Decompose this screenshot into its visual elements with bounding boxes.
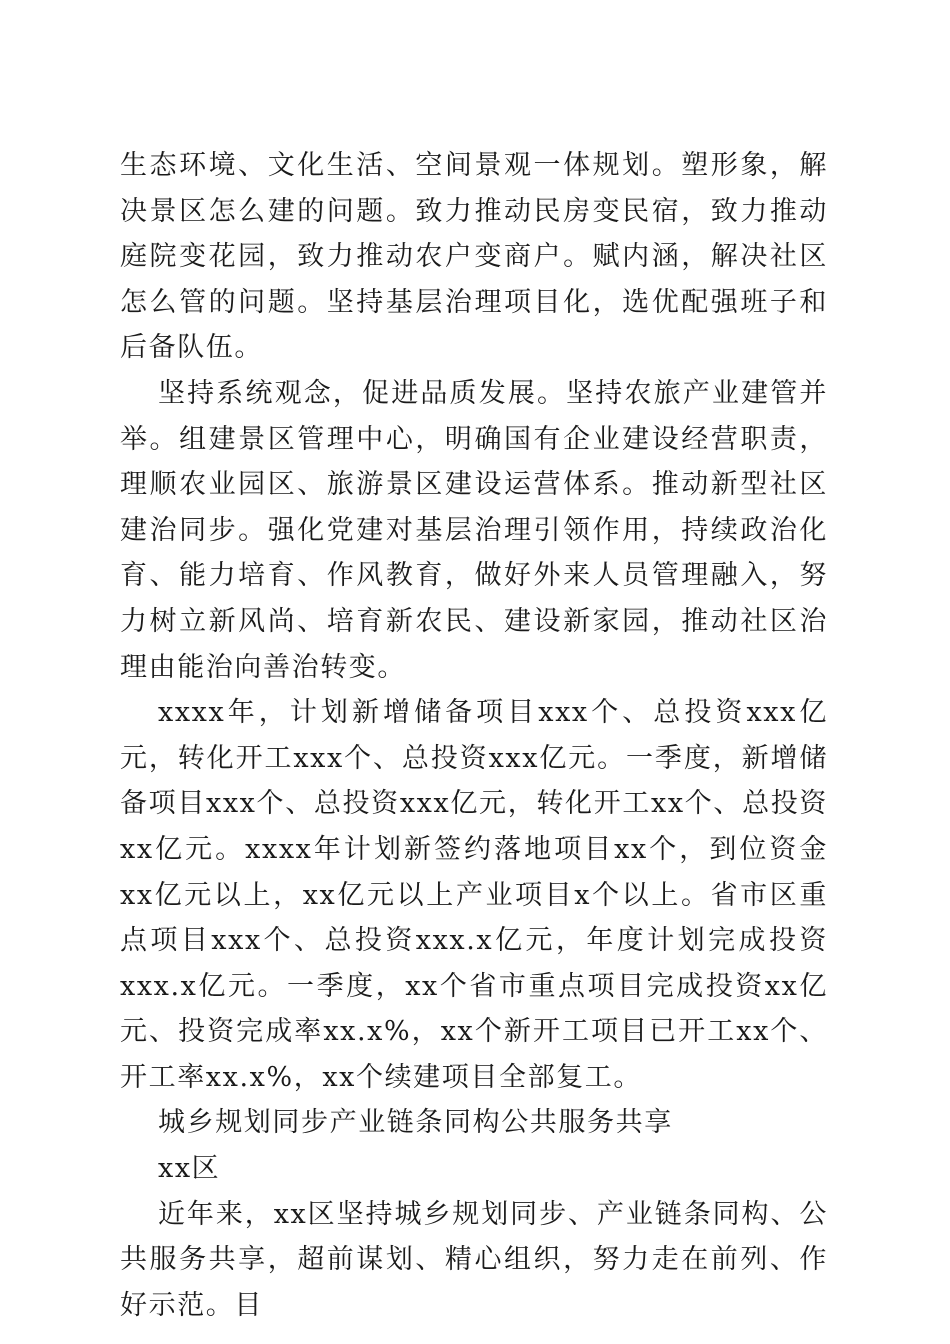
document-body: [120, 143, 828, 1328]
article-title: 城乡规划同步产业链条同构公共服务共享: [158, 1107, 673, 1139]
paragraph-intro: 近年来，xx区坚持城乡规划同步、产业链条同构、公共服务共享，超前谋划、精心组织，努力走在前列、作好示范。目: [120, 1198, 828, 1321]
article-author: xx区: [158, 1153, 221, 1185]
paragraph-continued: 生态环境、文化生活、空间景观一体规划。塑形象，解决景区怎么建的问题。致力推动民房变民宿，致力推动庭院变花园，致力推动农户变商户。赋内涵，解决社区怎么管的问题。坚持基层治理项目化，选优配强班子和后备队伍。: [120, 150, 828, 364]
paragraph-project-stats: xxxx年，计划新增储备项目xxx个、总投资xxx亿元，转化开工xxx个、总投资xxx亿元。一季度，新增储备项目xxx个、总投资xxx亿元，转化开工xx个、总投资xx亿元。xxxx年计划新签约落地项目xx个，到位资金xx亿元以上，xx亿元以上产业项目x个以上。省市区重点项目xxx个、总投资xxx.x亿元，年度计划完成投资xxx.x亿元。一季度，xx个省市重点项目完成投资xx亿元、投资完成率xx.x%，xx个新开工项目已开工xx个、开工率xx.x%，xx个续建项目全部复工。: [120, 697, 828, 1093]
paragraph-system-concept: 坚持系统观念，促进品质发展。坚持农旅产业建管并举。组建景区管理中心，明确国有企业建设经营职责，理顺农业园区、旅游景区建设运营体系。推动新型社区建治同步。强化党建对基层治理引领作用，持续政治化育、能力培育、作风教育，做好外来人员管理融入，努力树立新风尚、培育新农民、建设新家园，推动社区治理由能治向善治转变。: [120, 377, 828, 683]
